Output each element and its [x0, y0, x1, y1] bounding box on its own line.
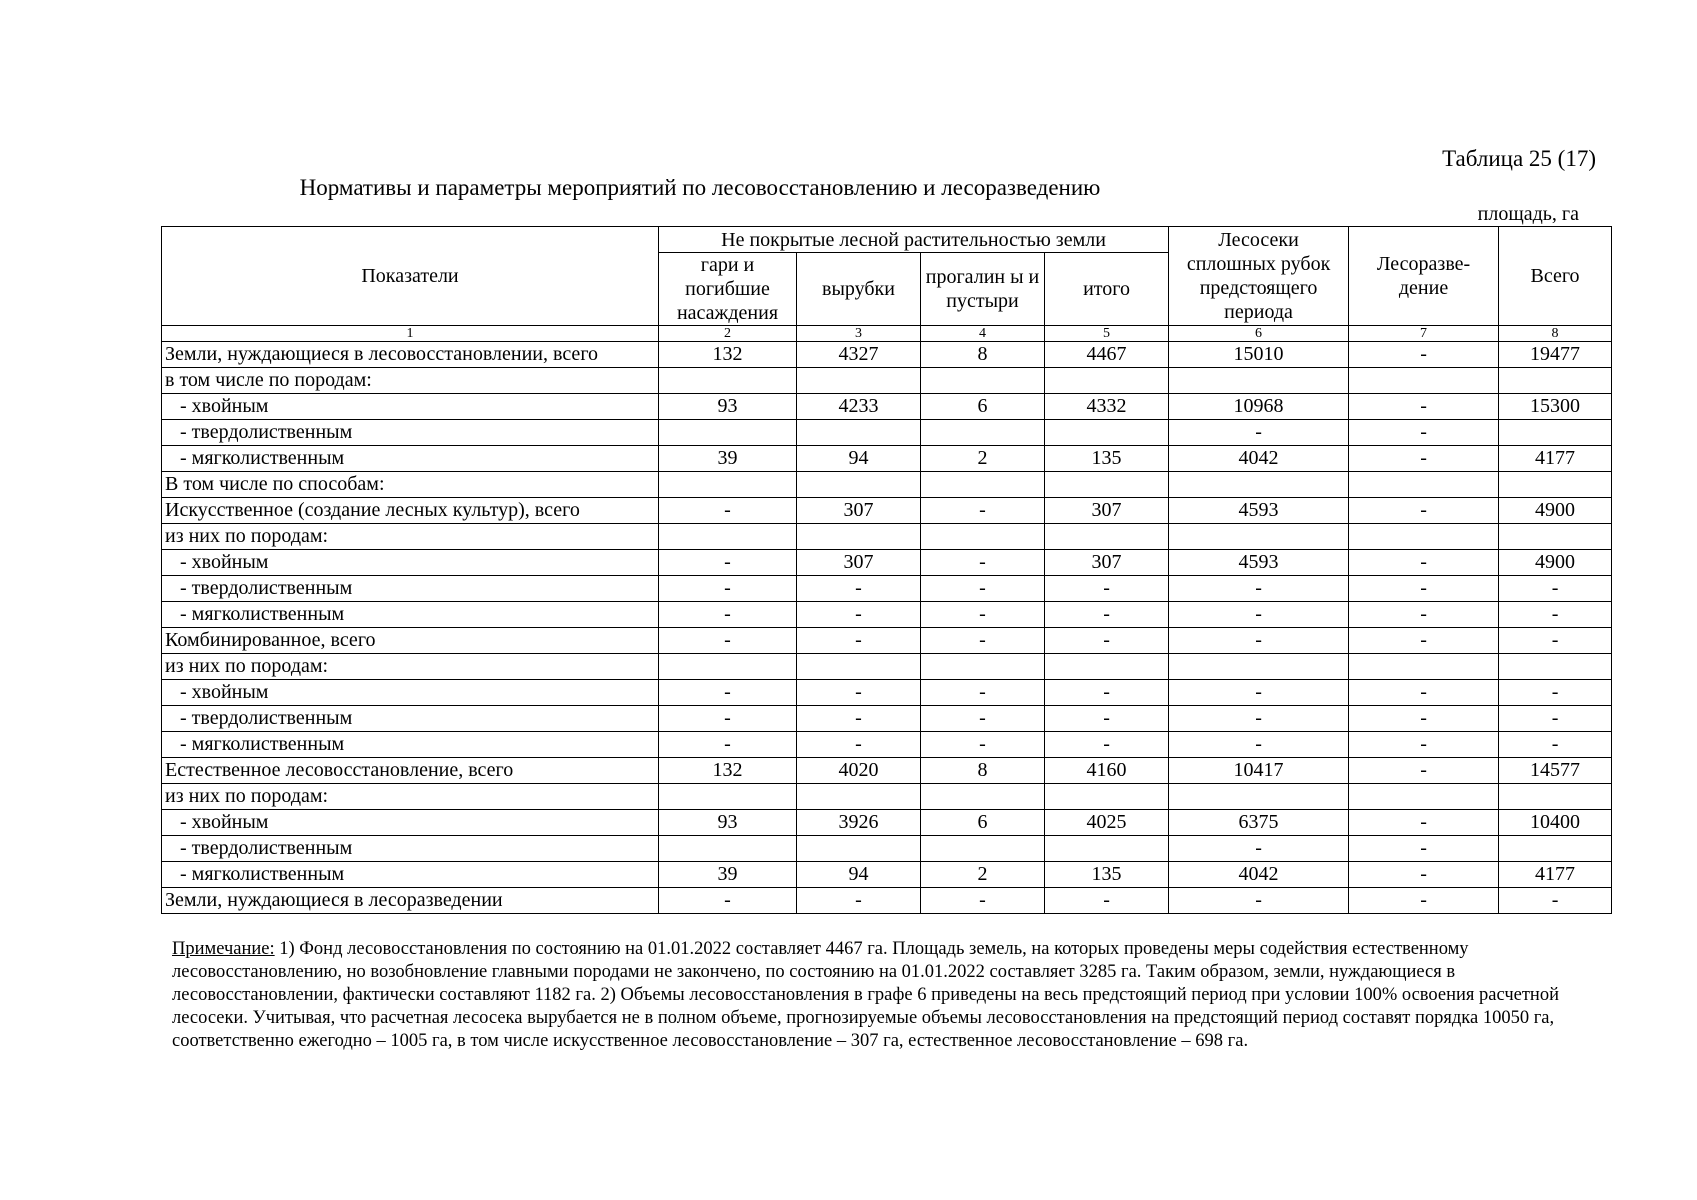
table-row — [162, 654, 1612, 680]
table-cell: 93 — [659, 810, 797, 836]
table-cell: - — [659, 576, 797, 602]
table-cell — [1499, 654, 1612, 680]
table-cell — [1169, 654, 1349, 680]
table-row — [162, 706, 1612, 732]
table-cell: 307 — [1045, 550, 1169, 576]
table-cell — [1349, 472, 1499, 498]
column-number: 1 — [162, 326, 659, 342]
table-cell: - — [659, 550, 797, 576]
table-cell: 4332 — [1045, 394, 1169, 420]
table-cell — [1169, 368, 1349, 394]
header-cuttings: вырубки — [797, 253, 921, 326]
row-label: - хвойным — [162, 550, 659, 576]
table-cell: - — [1349, 394, 1499, 420]
table-cell: - — [1169, 732, 1349, 758]
table-cell: - — [1499, 602, 1612, 628]
table-cell: 8 — [921, 342, 1045, 368]
footnote-text: 1) Фонд лесовосстановления по состоянию на 01.01.2022 составляет 4467 га. Площадь земель, на которых проведены меры содействия естественному лесовосстановлению, но возобновление главными породами не закончено, по состоянию на 01.01.2022 составляет 3285 га. Таким образом, земли, нуждающиеся в лесовосстановлении, фактически составляют 1182 га. 2) Объемы лесовосстановления в графе 6 приведены на весь предстоящий период при условии 100% освоения расчетной лесосеки. Учитывая, что расчетная лесосека вырубается не в полном объеме, прогнозируемые объемы лесовосстановления на предстоящий период составят порядка 10050 га, соответственно ежегодно – 1005 га, в том числе искусственное лесовосстановление – 307 га, естественное лесовосстановление – 698 га. — [172, 939, 1559, 1051]
header-glades-wastelands: прогалин ы и пустыри — [921, 253, 1045, 326]
table-cell: 135 — [1045, 862, 1169, 888]
table-cell — [1499, 784, 1612, 810]
document-title: Нормативы и параметры мероприятий по лесовосстановлению и лесоразведению — [299, 175, 1101, 200]
table-row — [162, 758, 1612, 784]
table-cell: - — [921, 498, 1045, 524]
column-number: 4 — [921, 326, 1045, 342]
row-label: - мягколиственным — [162, 732, 659, 758]
header-group-uncovered-lands: Не покрытые лесной растительностью земли — [659, 227, 1169, 253]
table-cell: - — [1349, 706, 1499, 732]
table-cell — [1045, 784, 1169, 810]
row-label: Земли, нуждающиеся в лесоразведении — [162, 888, 659, 914]
table-cell: 307 — [797, 550, 921, 576]
table-cell: - — [1349, 576, 1499, 602]
table-row — [162, 420, 1612, 446]
column-number: 5 — [1045, 326, 1169, 342]
column-number: 3 — [797, 326, 921, 342]
table-cell — [1499, 524, 1612, 550]
table-cell — [797, 420, 921, 446]
table-cell: - — [1349, 498, 1499, 524]
row-label: - мягколиственным — [162, 862, 659, 888]
column-number-row — [162, 326, 1612, 342]
table-cell: - — [1349, 810, 1499, 836]
table-cell: - — [1349, 836, 1499, 862]
table-cell: 4177 — [1499, 446, 1612, 472]
row-label: - твердолиственным — [162, 420, 659, 446]
row-label: Земли, нуждающиеся в лесовосстановлении, всего — [162, 342, 659, 368]
table-cell — [1349, 784, 1499, 810]
table-cell — [921, 784, 1045, 810]
table-row — [162, 732, 1612, 758]
table-number: Таблица 25 (17) — [1442, 146, 1596, 171]
table-cell: - — [1045, 628, 1169, 654]
table-cell: 2 — [921, 862, 1045, 888]
table-cell: 132 — [659, 342, 797, 368]
table-cell: - — [1349, 680, 1499, 706]
table-cell: - — [659, 706, 797, 732]
table-cell — [659, 784, 797, 810]
table-cell — [1499, 836, 1612, 862]
table-cell — [1045, 472, 1169, 498]
table-cell: 94 — [797, 446, 921, 472]
table-cell — [1499, 368, 1612, 394]
table-cell: - — [1349, 342, 1499, 368]
row-label: - твердолиственным — [162, 576, 659, 602]
table-cell: 4327 — [797, 342, 921, 368]
table-cell: - — [1499, 628, 1612, 654]
table-cell — [659, 836, 797, 862]
table-cell: 307 — [1045, 498, 1169, 524]
table-row — [162, 888, 1612, 914]
table-row — [162, 836, 1612, 862]
table-cell: 4025 — [1045, 810, 1169, 836]
table-cell: - — [1499, 680, 1612, 706]
table-cell — [1169, 472, 1349, 498]
table-cell — [1045, 654, 1169, 680]
table-cell — [797, 368, 921, 394]
table-cell — [1045, 368, 1169, 394]
row-label: - хвойным — [162, 680, 659, 706]
table-cell: - — [797, 680, 921, 706]
table-cell: - — [659, 498, 797, 524]
table-cell: 10417 — [1169, 758, 1349, 784]
row-label: - мягколиственным — [162, 446, 659, 472]
table-cell: 4042 — [1169, 446, 1349, 472]
table-cell — [1499, 472, 1612, 498]
table-cell: - — [797, 888, 921, 914]
unit-label: площадь, га — [1477, 203, 1579, 225]
table-cell: 15300 — [1499, 394, 1612, 420]
table-cell: - — [1045, 732, 1169, 758]
header-burnt-dead-stands: гари и погибшие насаждения — [659, 253, 797, 326]
table-row — [162, 342, 1612, 368]
table-cell: 4042 — [1169, 862, 1349, 888]
table-row — [162, 628, 1612, 654]
table-cell: - — [1349, 550, 1499, 576]
table-cell: - — [1349, 732, 1499, 758]
column-number: 8 — [1499, 326, 1612, 342]
table-cell: - — [1349, 758, 1499, 784]
table-cell: 6375 — [1169, 810, 1349, 836]
table-cell: 39 — [659, 446, 797, 472]
header-subtotal: итого — [1045, 253, 1169, 326]
table-cell: 10968 — [1169, 394, 1349, 420]
table-cell: - — [1349, 628, 1499, 654]
table-cell: - — [921, 628, 1045, 654]
table-cell — [797, 524, 921, 550]
table-row — [162, 810, 1612, 836]
header-clearcut-areas: Лесосеки сплошных рубок предстоящего периода — [1169, 227, 1349, 326]
table-cell: 4020 — [797, 758, 921, 784]
table-cell: - — [921, 680, 1045, 706]
table-cell: - — [1169, 576, 1349, 602]
table-cell: - — [1169, 706, 1349, 732]
table-cell — [921, 524, 1045, 550]
table-row — [162, 784, 1612, 810]
table-row — [162, 862, 1612, 888]
table-cell: - — [1499, 732, 1612, 758]
table-cell: - — [659, 602, 797, 628]
table-row — [162, 394, 1612, 420]
table-row — [162, 472, 1612, 498]
table-cell — [1045, 524, 1169, 550]
table-cell: - — [659, 628, 797, 654]
table-cell: - — [1349, 862, 1499, 888]
row-label: - хвойным — [162, 810, 659, 836]
table-cell: - — [1169, 602, 1349, 628]
table-cell: - — [1169, 680, 1349, 706]
table-cell: - — [1349, 446, 1499, 472]
table-cell: - — [1499, 706, 1612, 732]
table-cell: - — [659, 888, 797, 914]
measures-table — [161, 226, 1612, 914]
row-label: Комбинированное, всего — [162, 628, 659, 654]
table-cell: 132 — [659, 758, 797, 784]
row-label: в том числе по породам: — [162, 368, 659, 394]
table-cell — [797, 654, 921, 680]
header-total: Всего — [1499, 227, 1612, 326]
table-cell: 4177 — [1499, 862, 1612, 888]
row-label: из них по породам: — [162, 784, 659, 810]
table-cell: - — [921, 706, 1045, 732]
table-cell: - — [797, 732, 921, 758]
table-cell: 94 — [797, 862, 921, 888]
table-cell: 93 — [659, 394, 797, 420]
table-body — [162, 326, 1612, 914]
table-row — [162, 550, 1612, 576]
table-cell: 14577 — [1499, 758, 1612, 784]
table-row — [162, 576, 1612, 602]
table-cell — [659, 368, 797, 394]
row-label: из них по породам: — [162, 524, 659, 550]
table-cell: - — [659, 680, 797, 706]
table-cell: - — [921, 732, 1045, 758]
table-cell: 4900 — [1499, 498, 1612, 524]
row-label: Естественное лесовосстановление, всего — [162, 758, 659, 784]
table-cell: 4160 — [1045, 758, 1169, 784]
row-label: В том числе по способам: — [162, 472, 659, 498]
table-cell: 39 — [659, 862, 797, 888]
table-cell: - — [1169, 420, 1349, 446]
table-cell: - — [921, 576, 1045, 602]
table-row — [162, 602, 1612, 628]
header-afforestation: Лесоразве- дение — [1349, 227, 1499, 326]
table-cell: 4593 — [1169, 550, 1349, 576]
table-cell — [1045, 836, 1169, 862]
table-row — [162, 524, 1612, 550]
table-cell: - — [797, 576, 921, 602]
row-label: - твердолиственным — [162, 706, 659, 732]
table-cell — [921, 836, 1045, 862]
table-cell — [659, 524, 797, 550]
table-cell: - — [1045, 680, 1169, 706]
table-cell: - — [1045, 602, 1169, 628]
table-cell: 6 — [921, 810, 1045, 836]
table-cell: - — [1045, 576, 1169, 602]
table-cell — [921, 654, 1045, 680]
footnote — [172, 938, 1602, 1053]
table-cell: - — [797, 706, 921, 732]
table-cell — [659, 472, 797, 498]
table-cell — [797, 472, 921, 498]
table-cell: 4593 — [1169, 498, 1349, 524]
column-number: 2 — [659, 326, 797, 342]
table-cell: 135 — [1045, 446, 1169, 472]
column-number: 7 — [1349, 326, 1499, 342]
table-cell — [1349, 654, 1499, 680]
table-cell: - — [797, 628, 921, 654]
table-cell — [1499, 420, 1612, 446]
column-number: 6 — [1169, 326, 1349, 342]
table-cell: - — [1045, 888, 1169, 914]
table-cell: 8 — [921, 758, 1045, 784]
table-cell — [921, 420, 1045, 446]
table-row — [162, 446, 1612, 472]
table-cell: - — [1499, 888, 1612, 914]
table-cell: - — [659, 732, 797, 758]
table-row — [162, 368, 1612, 394]
table-cell — [659, 654, 797, 680]
table-cell — [1045, 420, 1169, 446]
table-cell: - — [1045, 706, 1169, 732]
table-cell: 3926 — [797, 810, 921, 836]
table-row — [162, 498, 1612, 524]
table-cell — [797, 836, 921, 862]
table-cell — [797, 784, 921, 810]
table-cell: - — [921, 550, 1045, 576]
table-cell — [1349, 524, 1499, 550]
table-cell: 4467 — [1045, 342, 1169, 368]
table-cell — [659, 420, 797, 446]
row-label: - мягколиственным — [162, 602, 659, 628]
table-cell — [1169, 524, 1349, 550]
table-cell: 10400 — [1499, 810, 1612, 836]
table-cell: - — [1169, 628, 1349, 654]
row-label: из них по породам: — [162, 654, 659, 680]
table-cell: - — [1349, 888, 1499, 914]
table-cell: - — [921, 888, 1045, 914]
table-cell: - — [1169, 888, 1349, 914]
table-cell: 2 — [921, 446, 1045, 472]
table-cell: - — [921, 602, 1045, 628]
table-cell: - — [797, 602, 921, 628]
row-label: Искусственное (создание лесных культур), всего — [162, 498, 659, 524]
table-cell: - — [1349, 420, 1499, 446]
table-cell: - — [1349, 602, 1499, 628]
table-cell: 4233 — [797, 394, 921, 420]
table-cell: - — [1169, 836, 1349, 862]
row-label: - твердолиственным — [162, 836, 659, 862]
table-cell — [1169, 784, 1349, 810]
table-cell: 6 — [921, 394, 1045, 420]
header-indicator: Показатели — [162, 227, 659, 326]
table-cell — [921, 472, 1045, 498]
table-cell: 19477 — [1499, 342, 1612, 368]
footnote-label: Примечание: — [172, 939, 275, 959]
table-cell — [1349, 368, 1499, 394]
table-cell — [921, 368, 1045, 394]
table-cell: - — [1499, 576, 1612, 602]
table-cell: 15010 — [1169, 342, 1349, 368]
table-cell: 4900 — [1499, 550, 1612, 576]
table-cell: 307 — [797, 498, 921, 524]
row-label: - хвойным — [162, 394, 659, 420]
table-row — [162, 680, 1612, 706]
